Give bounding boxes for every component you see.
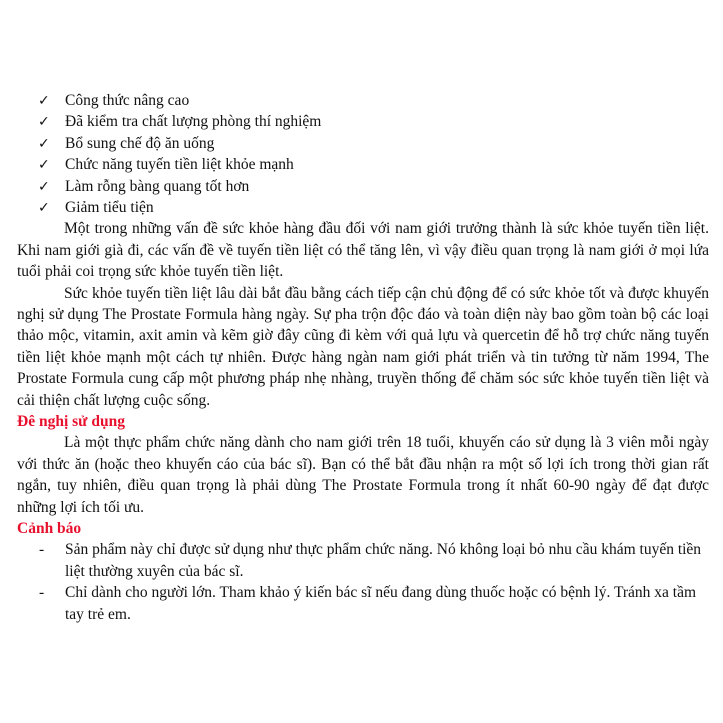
- checkmark-icon: ✓: [38, 93, 50, 109]
- benefit-text: Công thức nâng cao: [65, 92, 190, 109]
- usage-heading: Đê nghị sử dụng: [17, 413, 125, 430]
- warning-heading: Cảnh báo: [17, 520, 82, 538]
- checkmark-icon: ✓: [38, 114, 50, 131]
- benefit-item: [17, 90, 709, 111]
- benefit-text: Giảm tiểu tiện: [65, 198, 154, 216]
- benefit-item: [17, 154, 709, 175]
- checkmark-icon: ✓: [38, 178, 50, 195]
- dash-bullet: -: [39, 541, 45, 559]
- warning-item: [17, 539, 709, 582]
- benefit-item: [17, 176, 709, 197]
- warning-list: [17, 539, 709, 625]
- benefit-text: Làm rỗng bàng quang tốt hơn: [65, 177, 250, 195]
- benefit-item: [17, 111, 709, 132]
- usage-paragraph: Là một thực phẩm chức năng dành cho nam giới trên 18 tuổi, khuyến cáo sử dụng là 3 viên mỗi ngày với thức ăn (hoặc theo khuyến cáo của bác sĩ). Bạn có thể bắt đầu nhận ra một số lợi ích trong thời gian rất ngắn, tuy nhiên, điều quan trọng là phải dùng The Prostate Formula trong ít nhất 60-90 ngày để đạt được những lợi ích tối ưu.: [17, 434, 709, 516]
- benefit-text: Bổ sung chế độ ăn uống: [65, 134, 215, 152]
- dash-bullet: -: [39, 584, 45, 602]
- checkmark-icon: ✓: [38, 199, 50, 216]
- warning-item: [17, 582, 709, 625]
- checkmark-icon: ✓: [38, 135, 50, 152]
- warning-text: Chỉ dành cho người lớn. Tham khảo ý kiến bác sĩ nếu đang dùng thuốc hoặc có bệnh lý. Tránh xa tầm tay trẻ em.: [65, 584, 697, 623]
- benefit-text: Chức năng tuyến tiền liệt khỏe mạnh: [65, 156, 294, 174]
- benefit-checklist: [17, 90, 709, 218]
- benefit-item: [17, 133, 709, 154]
- intro-paragraph: Một trong những vấn đề sức khỏe hàng đầu đối với nam giới trưởng thành là sức khỏe tuyến tiền liệt. Khi nam giới già đi, các vấn đề về tuyến tiền liệt có thể tăng lên, vì vậy điều quan trọng là nam giới ở mọi lứa tuổi phải coi trọng sức khỏe tuyến tiền liệt.: [17, 220, 709, 281]
- checkmark-icon: ✓: [38, 157, 50, 174]
- product-description: [17, 90, 709, 625]
- benefit-item: [17, 197, 709, 218]
- benefit-text: Đã kiểm tra chất lượng phòng thí nghiệm: [65, 113, 322, 131]
- warning-text: Sản phẩm này chỉ được sử dụng như thực phẩm chức năng. Nó không loại bỏ nhu cầu khám tuyến tiền liệt thường xuyên của bác sĩ.: [65, 541, 702, 580]
- intro-paragraph: Sức khỏe tuyến tiền liệt lâu dài bắt đầu bằng cách tiếp cận chủ động để có sức khỏe tốt và được khuyến nghị sử dụng The Prostate Formula hàng ngày. Sự pha trộn độc đáo và toàn diện này bao gồm toàn bộ các loại thảo mộc, vitamin, axit amin và kẽm giờ đây cũng đi kèm với quả lựu và quercetin để hỗ trợ chức năng tuyến tiền liệt khỏe mạnh một cách tự nhiên. Được hàng ngàn nam giới phát triển và tin tưởng từ năm 1994, The Prostate Formula cung cấp một phương pháp nhẹ nhàng, truyền thống để chăm sóc sức khỏe tuyến tiền liệt và cải thiện chất lượng cuộc sống.: [17, 284, 709, 409]
